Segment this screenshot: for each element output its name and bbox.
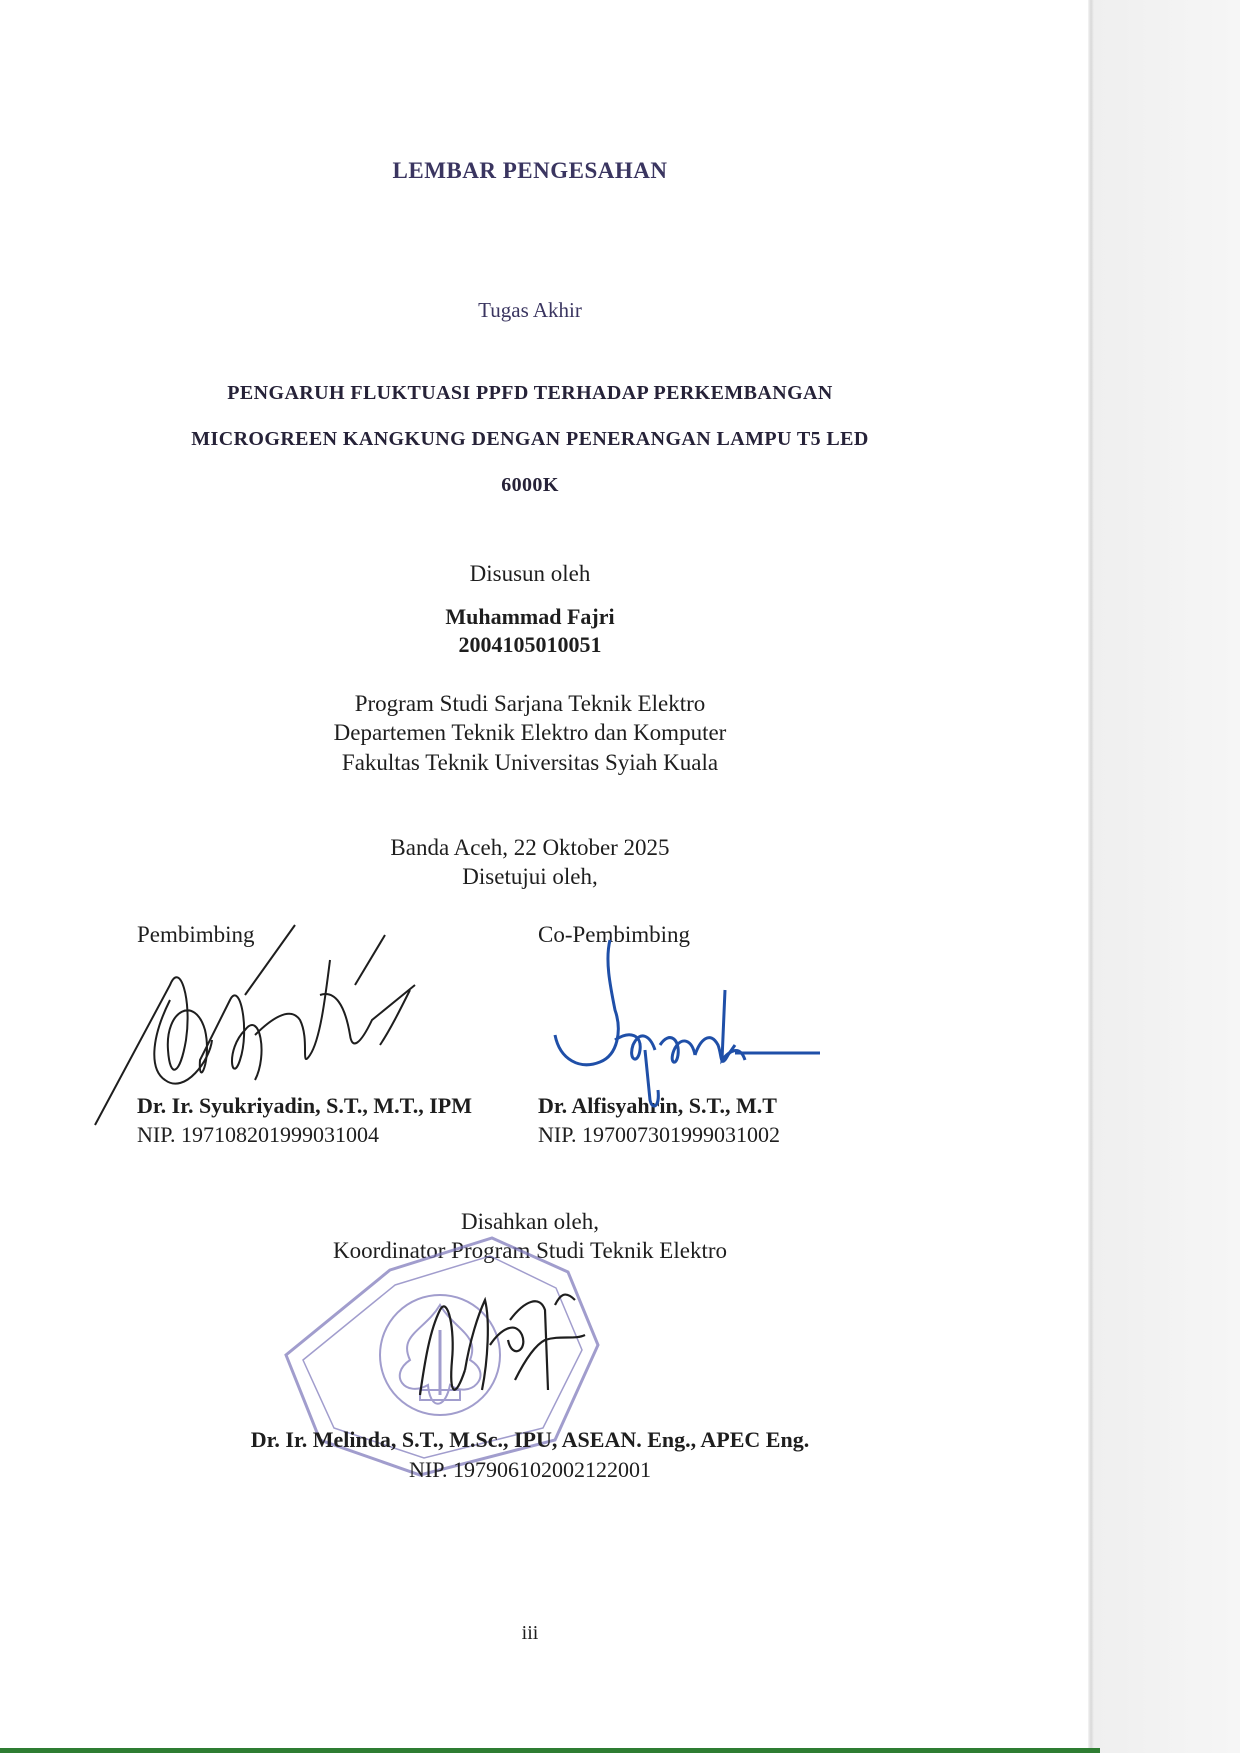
page-edge-shadow	[1088, 0, 1240, 1753]
supervisor-name: Dr. Ir. Syukriyadin, S.T., M.T., IPM	[137, 1093, 472, 1118]
institution-line-1: Program Studi Sarjana Teknik Elektro	[354, 691, 706, 716]
bottom-edge-strip	[0, 1748, 1100, 1753]
author-id: 2004105010051	[458, 632, 602, 657]
supervisor-role: Pembimbing	[137, 922, 255, 947]
document-type: Tugas Akhir	[478, 298, 582, 322]
thesis-title-line-1: PENGARUH FLUKTUASI PPFD TERHADAP PERKEMBANGAN	[227, 382, 833, 404]
co-supervisor-role: Co-Pembimbing	[538, 922, 691, 947]
institution-line-3: Fakultas Teknik Universitas Syiah Kuala	[341, 750, 719, 775]
page-heading: LEMBAR PENGESAHAN	[392, 158, 668, 183]
thesis-title-line-3: 6000K	[501, 474, 559, 496]
place-date: Banda Aceh, 22 Oktober 2025	[390, 835, 670, 860]
coordinator-name: Dr. Ir. Melinda, S.T., M.Sc., IPU, ASEAN. Eng., APEC Eng.	[250, 1427, 810, 1452]
coordinator-role: Koordinator Program Studi Teknik Elektro	[332, 1238, 728, 1263]
composed-by-label: Disusun oleh	[469, 561, 591, 586]
page-number: iii	[521, 1622, 539, 1644]
ratified-by-label: Disahkan oleh,	[461, 1209, 599, 1234]
co-supervisor-signature-icon	[555, 940, 820, 1106]
co-supervisor-nip: NIP. 197007301999031002	[538, 1122, 781, 1147]
coordinator-signature-icon	[420, 1295, 585, 1395]
supervisor-nip: NIP. 197108201999031004	[137, 1122, 380, 1147]
author-name: Muhammad Fajri	[445, 604, 615, 629]
co-supervisor-name: Dr. Alfisyahrin, S.T., M.T	[538, 1093, 777, 1118]
thesis-title-line-2: MICROGREEN KANGKUNG DENGAN PENERANGAN LAMPU T5 LED	[191, 428, 869, 450]
coordinator-nip: NIP. 197906102002122001	[408, 1457, 651, 1482]
approved-by-label: Disetujui oleh,	[462, 864, 598, 889]
institution-line-2: Departemen Teknik Elektro dan Komputer	[333, 720, 727, 745]
